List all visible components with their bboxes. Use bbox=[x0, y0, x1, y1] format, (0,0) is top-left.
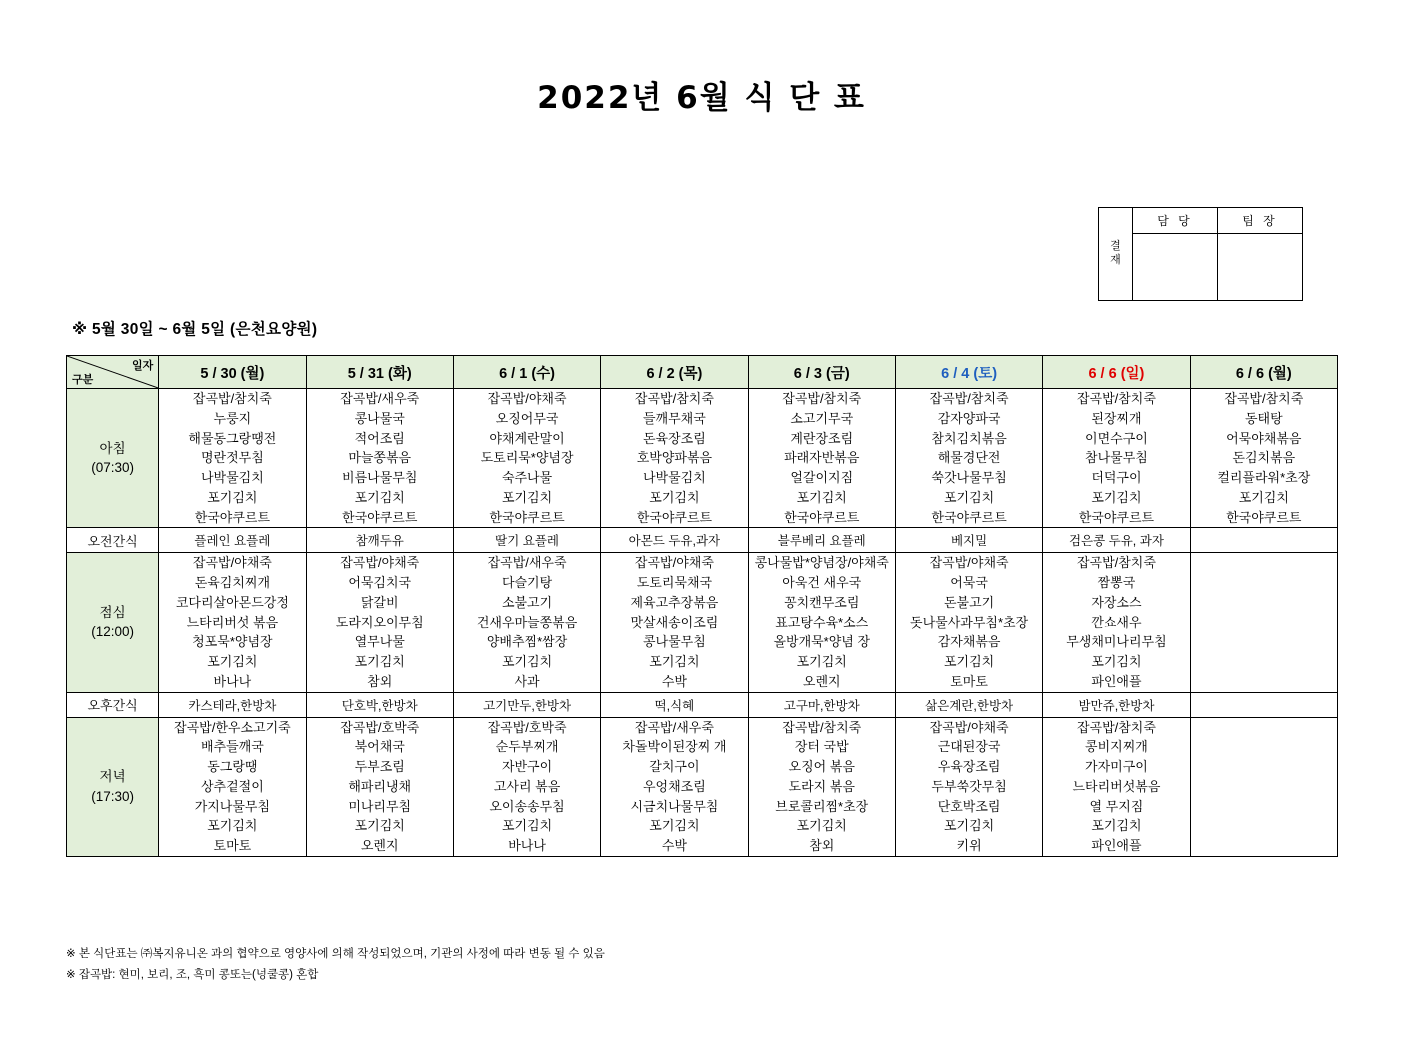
snack-cell-4-5: 고구마,한방차 bbox=[748, 692, 895, 717]
approval-box bbox=[1098, 207, 1303, 301]
meal-cell-5-7: 잡곡밥/참치죽 콩비지찌개 가자미구이 느타리버섯볶음 열 무지짐 포기김치 파인애플 bbox=[1043, 717, 1190, 856]
meal-cell-5-6: 잡곡밥/야채죽 근대된장국 우육장조림 두부쑥갓무침 단호박조림 포기김치 키위 bbox=[895, 717, 1042, 856]
snack-cell-4-4: 떡,식혜 bbox=[601, 692, 748, 717]
snack-cell-2-5: 블루베리 요플레 bbox=[748, 528, 895, 553]
meal-cell-3-8 bbox=[1190, 553, 1337, 692]
table-row bbox=[67, 692, 1338, 717]
table-row bbox=[67, 717, 1338, 856]
column-header-3: 6 / 1 (수) bbox=[453, 356, 600, 389]
meal-cell-5-8 bbox=[1190, 717, 1337, 856]
row-label-5: 저녁 (17:30) bbox=[67, 717, 159, 856]
footnote-2: ※ 잡곡밥: 현미, 보리, 조, 흑미 콩또는(넝쿨콩) 혼합 bbox=[66, 968, 319, 981]
row-label-2: 오전간식 bbox=[67, 528, 159, 553]
footnotes bbox=[66, 944, 605, 985]
snack-cell-2-1: 플레인 요플레 bbox=[159, 528, 306, 553]
meal-cell-1-4: 잡곡밥/참치죽 들깨무채국 돈육장조림 호박양파볶음 나박물김치 포기김치 한국야쿠르트 bbox=[601, 389, 748, 528]
snack-cell-4-8 bbox=[1190, 692, 1337, 717]
meal-cell-3-3: 잡곡밥/새우죽 다슬기탕 소불고기 건새우마늘쫑볶음 양배추찜*쌈장 포기김치 사과 bbox=[453, 553, 600, 692]
column-header-5: 6 / 3 (금) bbox=[748, 356, 895, 389]
footnote-1: ※ 본 식단표는 ㈜복지유니온 과의 협약으로 영양사에 의해 작성되었으며, 기관의 사정에 따라 변동 될 수 있음 bbox=[66, 948, 605, 960]
meal-cell-1-5: 잡곡밥/참치죽 소고기무국 계란장조림 파래자반볶음 얼갈이지짐 포기김치 한국야쿠르트 bbox=[748, 389, 895, 528]
meal-cell-5-1: 잡곡밥/한우소고기죽 배추들깨국 동그랑땡 상추겉절이 가지나물무침 포기김치 토마토 bbox=[159, 717, 306, 856]
column-header-7: 6 / 6 (일) bbox=[1043, 356, 1190, 389]
snack-cell-2-6: 베지밀 bbox=[895, 528, 1042, 553]
snack-cell-2-2: 참깨두유 bbox=[306, 528, 453, 553]
meal-cell-1-6: 잡곡밥/참치죽 감자양파국 참치김치볶음 해물경단전 쑥갓나물무침 포기김치 한국야쿠르트 bbox=[895, 389, 1042, 528]
approval-staff-signature-area[interactable] bbox=[1133, 234, 1217, 300]
approval-vertical-label: 결 재 bbox=[1099, 208, 1133, 300]
table-row bbox=[67, 553, 1338, 692]
column-header-1: 5 / 30 (월) bbox=[159, 356, 306, 389]
meal-cell-3-5: 콩나물밥*양념장/야채죽 아욱건 새우국 꽁치캔무조림 표고탕수육*소스 올방개묵*양념 장 포기김치 오렌지 bbox=[748, 553, 895, 692]
meal-cell-1-3: 잡곡밥/야채죽 오징어무국 야채계란말이 도토리묵*양념장 숙주나물 포기김치 한국야쿠르트 bbox=[453, 389, 600, 528]
snack-cell-4-1: 카스테라,한방차 bbox=[159, 692, 306, 717]
column-header-4: 6 / 2 (목) bbox=[601, 356, 748, 389]
snack-cell-2-4: 아몬드 두유,과자 bbox=[601, 528, 748, 553]
table-header-row bbox=[67, 356, 1338, 389]
meal-cell-3-1: 잡곡밥/야채죽 돈육김치찌개 코다리살아몬드강정 느타리버섯 볶음 청포묵*양념장 포기김치 바나나 bbox=[159, 553, 306, 692]
menu-document bbox=[0, 72, 1403, 1064]
approval-column-staff bbox=[1133, 208, 1217, 300]
table-row bbox=[67, 528, 1338, 553]
row-label-1: 아침 (07:30) bbox=[67, 389, 159, 528]
column-header-6: 6 / 4 (토) bbox=[895, 356, 1042, 389]
meal-cell-1-1: 잡곡밥/참치죽 누룽지 해물동그랑땡전 명란젓무침 나박물김치 포기김치 한국야쿠르트 bbox=[159, 389, 306, 528]
meal-cell-1-8: 잡곡밥/참치죽 동태탕 어묵야채볶음 돈김치볶음 컬리플라워*초장 포기김치 한국야쿠르트 bbox=[1190, 389, 1337, 528]
approval-column-manager bbox=[1217, 208, 1302, 300]
meal-cell-5-3: 잡곡밥/호박죽 순두부찌개 자반구이 고사리 볶음 오이송송무침 포기김치 바나나 bbox=[453, 717, 600, 856]
meal-cell-5-5: 잡곡밥/참치죽 장터 국밥 오징어 볶음 도라지 볶음 브로콜리찜*초장 포기김치 참외 bbox=[748, 717, 895, 856]
row-label-4: 오후간식 bbox=[67, 692, 159, 717]
column-header-8: 6 / 6 (월) bbox=[1190, 356, 1337, 389]
approval-manager-label: 팀 장 bbox=[1218, 208, 1302, 234]
column-header-2: 5 / 31 (화) bbox=[306, 356, 453, 389]
meal-cell-3-6: 잡곡밥/야채죽 어묵국 돈불고기 돗나물사과무침*초장 감자채볶음 포기김치 토마토 bbox=[895, 553, 1042, 692]
meal-cell-3-7: 잡곡밥/참치죽 짬뽕국 자장소스 깐쇼새우 무생채미나리무침 포기김치 파인애플 bbox=[1043, 553, 1190, 692]
corner-day-label: 일자 bbox=[131, 360, 154, 372]
snack-cell-2-3: 딸기 요플레 bbox=[453, 528, 600, 553]
corner-division-label: 구분 bbox=[72, 374, 94, 386]
table-corner-cell bbox=[67, 356, 159, 389]
snack-cell-4-7: 밤만쥬,한방차 bbox=[1043, 692, 1190, 717]
meal-cell-5-4: 잡곡밥/새우죽 차돌박이된장찌 개 갈치구이 우엉채조림 시금치나물무침 포기김치 수박 bbox=[601, 717, 748, 856]
approval-staff-label: 담 당 bbox=[1133, 208, 1217, 234]
snack-cell-4-3: 고기만두,한방차 bbox=[453, 692, 600, 717]
meal-cell-3-4: 잡곡밥/야채죽 도토리묵채국 제육고추장볶음 맛살새송이조림 콩나물무침 포기김치 수박 bbox=[601, 553, 748, 692]
snack-cell-4-2: 단호박,한방차 bbox=[306, 692, 453, 717]
approval-manager-signature-area[interactable] bbox=[1218, 234, 1302, 300]
menu-table bbox=[66, 355, 1338, 857]
meal-cell-3-2: 잡곡밥/야채죽 어묵김치국 닭갈비 도라지오이무침 열무나물 포기김치 참외 bbox=[306, 553, 453, 692]
row-label-3: 점심 (12:00) bbox=[67, 553, 159, 692]
table-row bbox=[67, 389, 1338, 528]
meal-cell-1-7: 잡곡밥/참치죽 된장찌개 이면수구이 참나물무침 더덕구이 포기김치 한국야쿠르트 bbox=[1043, 389, 1190, 528]
snack-cell-2-7: 검은콩 두유, 과자 bbox=[1043, 528, 1190, 553]
meal-cell-1-2: 잡곡밥/새우죽 콩나물국 적어조림 마늘쫑볶음 비름나물무침 포기김치 한국야쿠르트 bbox=[306, 389, 453, 528]
date-range-subtitle: ※ 5월 30일 ~ 6월 5일 (은천요양원) bbox=[72, 321, 318, 338]
page-title: 2022년 6월 식 단 표 bbox=[537, 80, 866, 116]
meal-cell-5-2: 잡곡밥/호박죽 북어채국 두부조림 해파리냉채 미나리무침 포기김치 오렌지 bbox=[306, 717, 453, 856]
snack-cell-2-8 bbox=[1190, 528, 1337, 553]
snack-cell-4-6: 삶은계란,한방차 bbox=[895, 692, 1042, 717]
